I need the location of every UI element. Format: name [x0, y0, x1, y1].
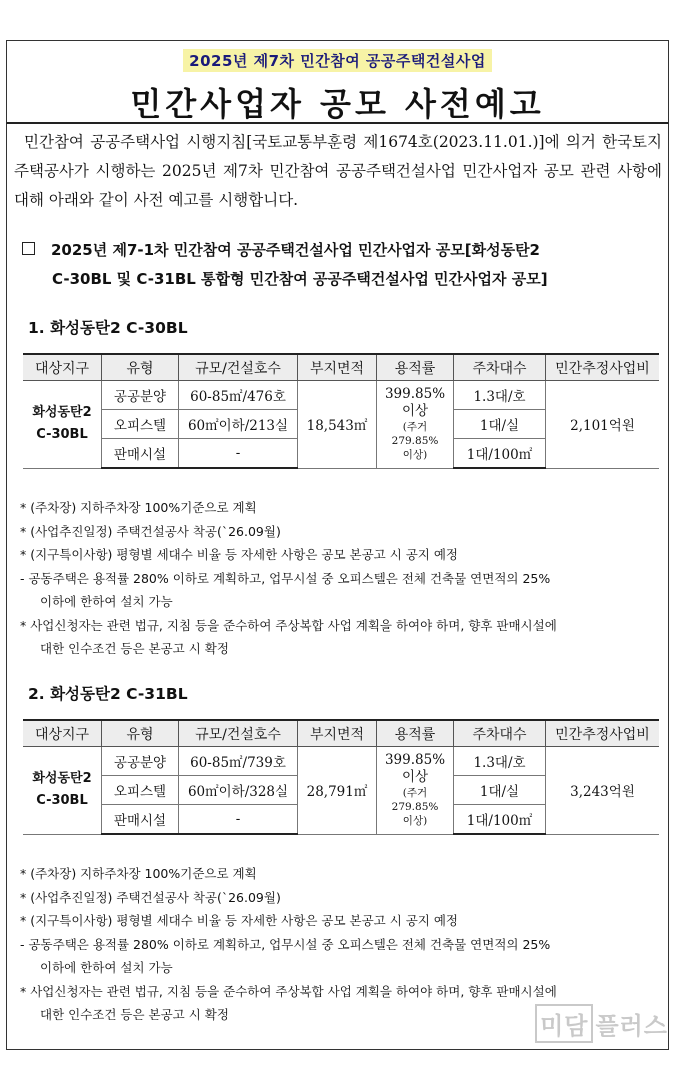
project-heading: 1. 화성동탄2 C-30BL	[28, 319, 188, 337]
note-line: 이하에 한하여 설치 가능	[40, 594, 173, 609]
scale-cell: 60-85㎡/739호	[179, 747, 298, 776]
col-header-district: 대상지구	[23, 354, 102, 381]
scale-cell: -	[179, 439, 298, 469]
project-notes	[20, 496, 665, 661]
site-area-cell: 28,791㎡	[298, 747, 377, 835]
scale-cell: -	[179, 805, 298, 835]
type-cell: 판매시설	[102, 439, 179, 469]
scale-cell: 60-85㎡/476호	[179, 381, 298, 410]
parking-cell: 1대/100㎡	[454, 805, 546, 835]
type-cell: 공공분양	[102, 381, 179, 410]
note-line: 대한 인수조건 등은 본공고 시 확정	[40, 641, 229, 656]
note-line: - 공동주택은 용적률 280% 이하로 계획하고, 업무시설 중 오피스텔은 전체 건축물 연면적의 25%	[20, 570, 551, 586]
note-line: * (사업추진일정) 주택건설공사 착공(`26.09월)	[20, 523, 281, 539]
parking-cell: 1대/실	[454, 776, 546, 805]
col-header-parking: 주차대수	[454, 354, 546, 381]
scale-cell: 60㎡이하/213실	[179, 410, 298, 439]
type-cell: 판매시설	[102, 805, 179, 835]
intro-paragraph	[14, 128, 662, 215]
project-heading: 2. 화성동탄2 C-31BL	[28, 685, 188, 703]
district-cell: 화성동탄2 C-30BL	[23, 381, 102, 469]
col-header-cost: 민간추정사업비	[546, 354, 660, 381]
far-cell: 399.85% 이상 (주거 279.85% 이상)	[377, 381, 454, 469]
document-subtitle: 2025년 제7차 민간참여 공공주택건설사업	[183, 49, 492, 72]
cost-cell: 3,243억원	[546, 747, 660, 835]
document-title: 민간사업자 공모 사전예고	[130, 85, 545, 123]
col-header-far: 용적률	[377, 354, 454, 381]
type-cell: 오피스텔	[102, 410, 179, 439]
note-line: 이하에 한하여 설치 가능	[40, 960, 173, 975]
note-line: * (지구특이사항) 평형별 세대수 비율 등 자세한 사항은 공모 본공고 시 공지 예정	[20, 547, 459, 562]
table-row	[23, 381, 659, 410]
col-header-cost: 민간추정사업비	[546, 720, 660, 747]
parking-cell: 1.3대/호	[454, 747, 546, 776]
project-table	[23, 719, 659, 835]
parking-cell: 1.3대/호	[454, 381, 546, 410]
col-header-type: 유형	[102, 720, 179, 747]
col-header-type: 유형	[102, 354, 179, 381]
col-header-site-area: 부지면적	[298, 720, 377, 747]
table-row	[23, 747, 659, 776]
note-line: * 사업신청자는 관련 법규, 지침 등을 준수하여 주상복합 사업 계획을 하여야 하며, 향후 판매시설에	[20, 617, 557, 633]
col-header-site-area: 부지면적	[298, 354, 377, 381]
col-header-district: 대상지구	[23, 720, 102, 747]
document-header	[6, 40, 669, 124]
site-area-cell: 18,543㎡	[298, 381, 377, 469]
cost-cell: 2,101억원	[546, 381, 660, 469]
note-line: * 사업신청자는 관련 법규, 지침 등을 준수하여 주상복합 사업 계획을 하여야 하며, 향후 판매시설에	[20, 983, 557, 999]
section-heading	[22, 236, 662, 294]
far-cell: 399.85% 이상 (주거 279.85% 이상)	[377, 747, 454, 835]
scale-cell: 60㎡이하/328실	[179, 776, 298, 805]
section-heading-line1: 2025년 제7-1차 민간참여 공공주택건설사업 민간사업자 공모[화성동탄2	[51, 241, 540, 259]
note-line: - 공동주택은 용적률 280% 이하로 계획하고, 업무시설 중 오피스텔은 전체 건축물 연면적의 25%	[20, 936, 551, 952]
project-notes	[20, 862, 665, 1027]
note-line: * (지구특이사항) 평형별 세대수 비율 등 자세한 사항은 공모 본공고 시 공지 예정	[20, 913, 459, 928]
col-header-scale: 규모/건설호수	[179, 354, 298, 381]
type-cell: 공공분양	[102, 747, 179, 776]
col-header-parking: 주차대수	[454, 720, 546, 747]
col-header-far: 용적률	[377, 720, 454, 747]
parking-cell: 1대/실	[454, 410, 546, 439]
note-line: * (주차장) 지하주차장 100%기준으로 계획	[20, 866, 257, 881]
project-table	[23, 353, 659, 469]
note-line: 대한 인수조건 등은 본공고 시 확정	[40, 1007, 229, 1022]
section-heading-line2: C-30BL 및 C-31BL 통합형 민간참여 공공주택건설사업 민간사업자 공모]	[52, 270, 548, 288]
parking-cell: 1대/100㎡	[454, 439, 546, 469]
type-cell: 오피스텔	[102, 776, 179, 805]
district-cell: 화성동탄2 C-30BL	[23, 747, 102, 835]
note-line: * (주차장) 지하주차장 100%기준으로 계획	[20, 500, 257, 515]
intro-text: 민간참여 공공주택사업 시행지침[국토교통부훈령 제1674호(2023.11.01.)]에 의거 한국토지주택공사가 시행하는 2025년 제7차 민간참여 공공주택건설사업 민간사업자 공모 관련 사항에 대해 아래와 같이 사전 예고를 시행합니다.	[14, 133, 662, 209]
col-header-scale: 규모/건설호수	[179, 720, 298, 747]
checkbox-square-icon	[22, 242, 35, 255]
note-line: * (사업추진일정) 주택건설공사 착공(`26.09월)	[20, 889, 281, 905]
watermark-logo: 미담 플러스	[535, 1004, 668, 1043]
